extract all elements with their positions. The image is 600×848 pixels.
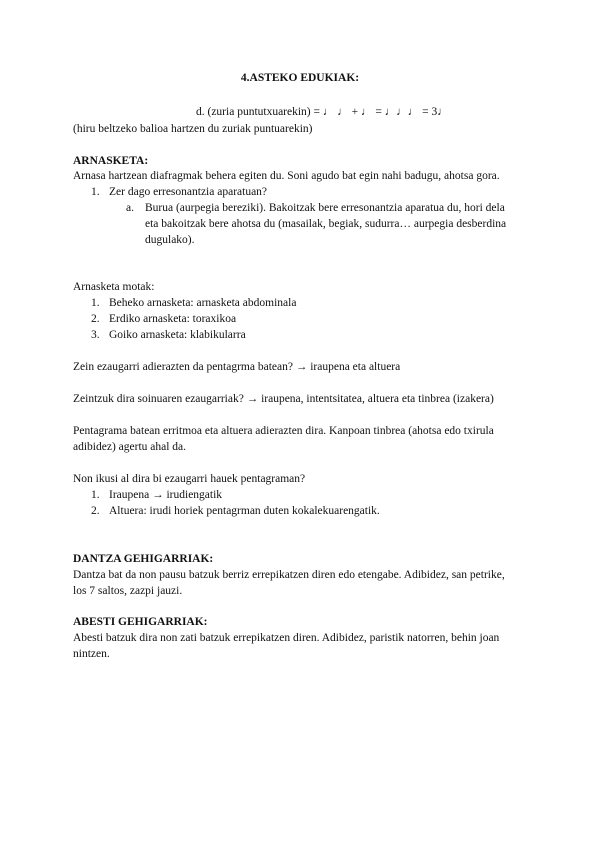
- section-heading-arnasketa: ARNASKETA:: [73, 155, 149, 167]
- list-item: Erdiko arnasketa: toraxikoa: [109, 313, 237, 325]
- paragraph-dantza: los 7 saltos, zazpi jauzi.: [73, 585, 183, 597]
- list-item: Altuera: irudi horiek pentagrman duten kokalekuarengatik.: [109, 505, 380, 517]
- page-title: 4.ASTEKO EDUKIAK:: [240, 72, 360, 84]
- sublist-item-line: Burua (aurpegia bereziki). Bakoitzak bere erresonantzia aparatua du, hori dela: [145, 202, 505, 214]
- question-pentagrama: Zein ezaugarri adierazten da pentagrma batean? → iraupena eta altuera: [73, 361, 401, 373]
- paragraph-pentagrama: adibidez) agertu ahal da.: [73, 441, 187, 453]
- paragraph-arnasketa: Arnasa hartzean diafragmak behera egiten du. Soni agudo bat egin nahi badugu, ahotsa gora.: [73, 170, 500, 182]
- paragraph-abesti: Abesti batzuk dira non zati batzuk errepikatzen diren. Adibidez, paristik natorren, behin joan: [73, 632, 500, 644]
- list-number: 3.: [91, 329, 100, 341]
- list-item-question: Zer dago erresonantzia aparatuan?: [109, 186, 268, 198]
- list-number: 2.: [91, 505, 100, 517]
- list-number: 1.: [91, 297, 100, 309]
- list-item: Goiko arnasketa: klabikularra: [109, 329, 246, 341]
- question-non: Non ikusi al dira bi ezaugarri hauek pentagraman?: [73, 473, 306, 485]
- section-heading-abesti: ABESTI GEHIGARRIAK:: [73, 616, 208, 628]
- paragraph-abesti: nintzen.: [73, 648, 110, 660]
- list-item: Iraupena → irudiengatik: [109, 489, 223, 501]
- note-value-formula: d. (zuria puntutxuarekin) = ♩ ♩ + ♩ = ♩♩♩ = 3♩: [196, 106, 449, 118]
- paragraph-pentagrama: Pentagrama batean erritmoa eta altuera adierazten dira. Kanpoan tinbrea (ahotsa edo txirula: [73, 425, 494, 437]
- list-item: Beheko arnasketa: arnasketa abdominala: [109, 297, 297, 309]
- note-value-explanation: (hiru beltzeko balioa hartzen du zuriak puntuarekin): [73, 123, 313, 135]
- list-number: 1.: [91, 489, 100, 501]
- section-heading-dantza: DANTZA GEHIGARRIAK:: [73, 553, 214, 565]
- sublist-item-line: dugulako).: [145, 234, 195, 246]
- list-number: 1.: [91, 186, 100, 198]
- sublist-letter: a.: [126, 202, 134, 214]
- arnasketa-motak-heading: Arnasketa motak:: [73, 281, 155, 293]
- question-soinua: Zeintzuk dira soinuaren ezaugarriak? → iraupena, intentsitatea, altuera eta tinbrea (izakera): [73, 393, 494, 405]
- list-number: 2.: [91, 313, 100, 325]
- sublist-item-line: eta bakoitzak bere ahotsa du (masailak, begiak, sudurra… aurpegia desberdina: [145, 218, 507, 230]
- paragraph-dantza: Dantza bat da non pausu batzuk berriz errepikatzen diren edo etengabe. Adibidez, san petrike,: [73, 569, 505, 581]
